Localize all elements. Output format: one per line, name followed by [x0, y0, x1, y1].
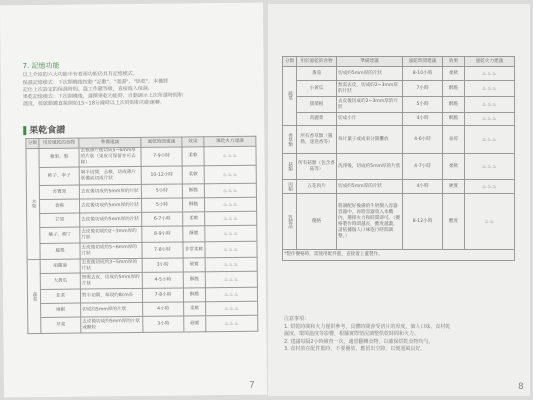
prep-cell: 剝半切開，去核，切成薄片狀備或切成片狀: [79, 166, 141, 185]
page-number: 7: [248, 380, 255, 391]
table-row: [283, 113, 515, 126]
prep-cell: 洗淨後，切成約5mm厚的片狀: [337, 154, 403, 180]
recipe-table-right: [282, 56, 515, 261]
header-effect: 效果: [443, 57, 465, 67]
food-cell: 高麗菜: [297, 113, 337, 126]
fire-cell: ♨♨♨: [205, 211, 257, 226]
category-cell: 蔬菜: [283, 67, 297, 126]
time-cell: 3小時: [143, 316, 184, 332]
food-cell: 小黃瓜: [297, 81, 337, 97]
fire-cell: ♨♨♨: [465, 126, 515, 154]
time-cell: 4-7小時: [403, 154, 443, 180]
effect-cell: 酥脆: [182, 184, 204, 198]
memory-mode-text: [23, 78, 259, 108]
category-cell: 菇類: [283, 154, 297, 180]
time-cell: 4-6小時: [403, 126, 443, 154]
time-cell: 10-12小時: [141, 166, 182, 184]
food-cell: 橘子、柳丁: [40, 227, 80, 243]
food-cell: 所有香草類（羅勒、迷迭香等）: [297, 126, 337, 154]
fire-cell: ♨♨♨: [206, 315, 258, 332]
table-row: [283, 126, 515, 154]
food-cell: 柿子、李子: [39, 167, 79, 185]
left-page: [0, 3, 267, 398]
effect-cell: 酸度: [443, 194, 465, 250]
food-cell: 芹菜: [41, 317, 81, 333]
prep-cell: 去皮後切成約5mm厚的片狀: [79, 198, 141, 213]
food-cell: 五花肉片: [297, 180, 337, 194]
effect-cell: 非常柔軟: [183, 242, 205, 258]
effect-cell: 柔軟: [443, 67, 465, 81]
fire-cell: ♨♨♨: [465, 67, 515, 81]
right-page: [268, 4, 530, 396]
food-cell: 大黃瓜: [40, 273, 80, 289]
effect-cell: 柔軟: [183, 212, 205, 226]
prep-cell: 去皮後切成約5mm厚的片狀: [80, 212, 142, 227]
header-prep: 準備建議: [79, 137, 141, 148]
table-row: [26, 165, 256, 185]
food-cell: 杏寶果: [39, 185, 79, 199]
fire-cell: ♨♨♨: [465, 113, 515, 126]
food-cell: 辣椒: [41, 303, 81, 317]
table-header-row: [283, 57, 515, 67]
fire-cell: ♨♨: [465, 194, 515, 250]
header-time: 風乾時間建議: [403, 57, 443, 67]
prep-cell: 每片葉子或成束分開攤放: [337, 126, 403, 154]
time-cell: 6-7小時: [142, 212, 183, 226]
effect-cell: 柔軟: [182, 166, 204, 184]
food-cell: 優格: [297, 194, 337, 250]
table-row: [26, 146, 256, 167]
memory-line: 記住上次設定的保濕時間、溫工作鍵等級，直接進入保濕。: [22, 85, 153, 94]
effect-cell: 柔軟: [443, 154, 465, 180]
fire-cell: ♨♨♨: [205, 225, 257, 242]
prep-cell: 切成小片: [337, 113, 403, 126]
prep-cell: 去皮後切成約2~3mm厚的片狀: [80, 226, 142, 243]
header-fire: 風乾火力建議: [465, 57, 515, 67]
category-cell: 蔬菜: [27, 259, 41, 333]
prep-cell: 將調配好後備的牛奶倒入容器容器中，再將容器放入本機內，選擇火力和時間即可。（優格製作時間越長，酸度越濃，請依據個人口味進行時間調整。）: [337, 194, 403, 250]
time-cell: 8-9小時: [142, 226, 183, 242]
food-cell: 蘋果、梨: [39, 148, 79, 167]
title-bar-icon: [23, 126, 26, 135]
note-item: 3. 食材放在配件籃時，不要疊放，應留出空隙，以便通風良好。: [284, 346, 426, 352]
time-cell: 7-8小時: [142, 288, 183, 302]
fire-cell: ♨♨♨: [205, 241, 257, 258]
effect-cell: 酥脆: [183, 226, 205, 242]
table-row: [283, 154, 515, 180]
time-cell: 3小時: [142, 258, 183, 272]
food-cell: 鳳梨: [40, 243, 80, 259]
fire-cell: ♨♨♨: [465, 180, 515, 194]
food-cell: 韭菜: [40, 289, 80, 303]
table-row: [283, 67, 515, 81]
intro-text: 以上介紹的六大功能中有着兩功能仍具有記憶模式。: [22, 70, 138, 79]
prep-cell: 切成約5mm厚的片狀: [81, 302, 143, 317]
effect-cell: 柔軟: [182, 147, 204, 166]
time-cell: 5小時: [141, 198, 182, 212]
prep-cell: 去皮後切成約5mm厚的片狀或顆粒: [81, 316, 143, 333]
time-cell: 8-12小時: [403, 194, 443, 250]
food-cell: 香蕉: [39, 199, 79, 213]
fire-cell: ♨♨♨: [204, 146, 256, 166]
fire-cell: ♨♨♨: [204, 183, 256, 198]
prep-cell: 去核薄片後切成5~6mm厚的片狀（果皮可保留亦可去除）: [79, 147, 141, 167]
fire-cell: ♨♨♨: [204, 197, 256, 212]
memory-line: 保濕記憶模式：下次開機後按動 "記數"、"溫濕"、"烘乾"，本機將: [22, 78, 169, 87]
effect-cell: 酥脆: [183, 272, 205, 288]
note-item: 1. 烘乾時間和火力僅供參考，具體時間會受切片的厚度、個人口味、食材乾: [284, 323, 451, 330]
header-effect: 效果: [182, 137, 204, 147]
notes-block: [284, 316, 520, 354]
food-cell: 甜菜根: [297, 97, 337, 113]
fire-cell: ♨♨♨: [206, 301, 258, 316]
notes-title: 注意事項：: [284, 316, 310, 322]
food-cell: 番茄: [297, 67, 337, 81]
page-number: 8: [518, 382, 524, 392]
recipe-title: 果乾食譜: [23, 123, 65, 136]
effect-cell: 酥脆: [443, 81, 465, 97]
header-fire: 風乾火力建議: [204, 136, 256, 147]
time-cell: 4小時: [403, 113, 443, 126]
effect-cell: 硬實: [184, 316, 206, 332]
effect-cell: 易碎: [443, 126, 465, 154]
fire-cell: ♨♨♨: [205, 257, 257, 272]
effect-cell: 酥脆: [182, 198, 204, 212]
note-item: 2. 建議每隔2小時檢查一次，適當翻轉食物，以確保烘乾食物均勻。: [284, 338, 434, 345]
prep-cell: 對半切開，每段約8cm長: [80, 288, 142, 303]
fire-cell: ♨♨♨: [204, 165, 256, 184]
prep-cell: 去皮後切成約5mm厚的片狀: [79, 184, 141, 199]
section-title: 7. 記憶功能: [22, 61, 60, 71]
table-row: [283, 97, 515, 113]
header-food: 用於風乾的食物: [297, 57, 337, 67]
time-cell: 4小時: [143, 302, 184, 316]
fire-cell: ♨♨♨: [465, 81, 515, 97]
category-cell: 香草類: [283, 126, 297, 154]
header-food: 用於風乾的食物: [39, 138, 79, 148]
header-time: 風乾時間建議: [141, 137, 182, 147]
recipe-table-left: [25, 136, 258, 334]
time-cell: 8-10小時: [403, 67, 443, 81]
effect-cell: 柔軟: [184, 302, 206, 316]
time-cell: 5小時: [403, 97, 443, 113]
header-prep: 準備建議: [337, 57, 403, 67]
category-cell: 乳製品: [283, 194, 297, 250]
prep-cell: 去皮後切成約5~6mm厚的片狀: [80, 242, 142, 259]
prep-cell: 無需去皮，切成約2~3mm厚的片狀: [337, 81, 403, 97]
prep-cell: 去皮後切成約2~3mm厚的片狀: [337, 97, 403, 113]
prep-cell: 去皮後切成約3~5mm厚的片狀: [80, 258, 142, 273]
table-row: [283, 81, 515, 97]
header-category: 分類: [26, 138, 39, 148]
time-cell: 7小時: [403, 81, 443, 97]
fire-cell: ♨♨♨: [205, 271, 257, 288]
header-category: 分類: [283, 57, 297, 67]
effect-cell: 酥脆: [183, 288, 205, 302]
prep-cell: 無需去皮，切成約5mm厚的片狀: [80, 272, 142, 289]
memory-line: 溫度，按啟動鍵直接開始15~18分鐘時以上次時間和功能運轉。: [22, 99, 165, 108]
category-cell: 肉類: [283, 180, 297, 194]
category-cell: 水果: [26, 148, 40, 259]
time-cell: 4小時: [403, 180, 443, 194]
effect-cell: 酥脆: [443, 113, 465, 126]
table-note-row: [283, 250, 515, 261]
table-note: *製作優格時，需使用配件籃，直接置上蓋製作。: [283, 250, 515, 261]
table-row: [283, 194, 515, 250]
time-cell: 4-5小時: [142, 272, 183, 288]
food-cell: 芒果: [40, 213, 80, 227]
time-cell: 7-9小時: [141, 147, 182, 166]
fire-cell: ♨♨♨: [465, 154, 515, 180]
prep-cell: 切成約5mm厚的片狀: [337, 180, 403, 194]
prep-cell: 切成約5mm厚的片狀: [337, 67, 403, 81]
note-item: 濕度，環境溫度等影響，根據實際情況調整烘乾時間和火力。: [284, 331, 420, 337]
food-cell: 所有菇類（包含香菇等）: [297, 154, 337, 180]
fire-cell: ♨♨♨: [205, 287, 257, 302]
memory-line: 果乾記憶模式：下次開機後，選擇果乾功能時，自動調示上次所選時間和: [22, 92, 183, 101]
effect-cell: 硬實: [443, 180, 465, 194]
time-cell: 7-8小時: [142, 242, 183, 258]
effect-cell: 酥脆: [443, 97, 465, 113]
table-row: [28, 315, 258, 333]
fire-cell: ♨♨♨: [465, 97, 515, 113]
effect-cell: 硬實: [183, 258, 205, 272]
food-cell: 胡蘿蔔: [40, 259, 80, 273]
table-row: [283, 180, 515, 194]
time-cell: 5小時: [141, 184, 182, 198]
